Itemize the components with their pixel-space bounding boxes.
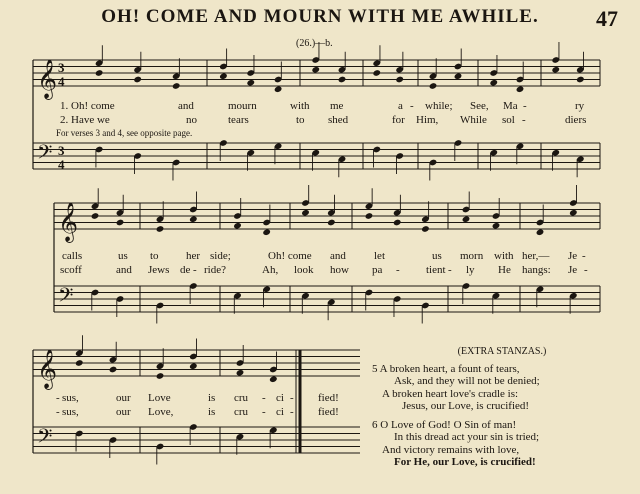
lyric: - — [523, 100, 527, 112]
stanza-line: Ask, and they will not be denied; — [394, 375, 540, 387]
lyric: ly — [466, 264, 475, 276]
lyric: calls — [62, 250, 83, 262]
lyric: cru — [234, 392, 249, 404]
note-head — [454, 72, 463, 80]
stanza-line: 6 O Love of God! O Sin of man! — [372, 418, 517, 431]
note-head — [462, 215, 471, 223]
lyric: mourn — [228, 100, 257, 112]
lyric: cru — [234, 406, 249, 418]
extra-stanzas-heading: (EXTRA STANZAS.) — [457, 346, 547, 357]
time-signature: 3 — [58, 143, 65, 158]
lyric: our — [116, 406, 131, 418]
lyric: us — [118, 250, 128, 262]
lyric: - — [193, 264, 197, 276]
note-head — [492, 222, 501, 230]
tune-reference: (26.)—b. — [296, 38, 333, 49]
note-head — [395, 76, 404, 84]
lyric: ride? — [204, 264, 226, 276]
stanza-line: In this dread act your sin is tried; — [394, 431, 540, 443]
lyric: shed — [328, 114, 349, 126]
lyric: Him, — [416, 114, 439, 126]
lyric: me — [330, 100, 344, 112]
lyric: look — [294, 264, 314, 276]
lyric: While — [460, 114, 487, 126]
page-number: 47 — [596, 6, 618, 31]
time-signature: 4 — [58, 157, 65, 172]
note-head — [189, 362, 198, 370]
lyric: - — [396, 264, 400, 276]
stanza-line: For He, our Love, is crucified! — [394, 456, 536, 468]
note-head — [274, 85, 283, 93]
lyric: and — [330, 250, 346, 262]
lyric: us — [432, 250, 442, 262]
note-head — [327, 219, 336, 227]
note-head — [311, 66, 320, 74]
note-head — [301, 209, 310, 217]
lyric: with — [494, 250, 514, 262]
lyric: See, — [470, 100, 489, 112]
treble-clef-icon: 𝄞 — [58, 202, 79, 242]
treble-clef-icon: 𝄞 — [37, 349, 58, 389]
lyric: - — [410, 100, 414, 112]
note-head — [219, 72, 228, 80]
lyric: morn — [460, 250, 484, 262]
lyric: and — [116, 264, 132, 276]
note-head — [233, 222, 242, 230]
stanza-line: Jesus, our Love, is crucified! — [402, 400, 530, 412]
stanza-line: A broken heart love's cradle is: — [382, 387, 519, 400]
lyric: to — [150, 250, 159, 262]
lyric: Je — [568, 250, 578, 262]
note-head — [393, 219, 402, 227]
lyric: to — [296, 114, 305, 126]
lyric: 2. Have we — [60, 114, 110, 126]
lyric: hangs: — [522, 264, 551, 276]
note-head — [516, 85, 525, 93]
lyric: tient — [426, 264, 446, 276]
lyric: tears — [228, 114, 249, 126]
lyric: ci — [276, 406, 284, 418]
time-signature: 3 — [58, 60, 65, 75]
note-head — [365, 212, 374, 220]
lyric: a — [398, 100, 403, 112]
note-head — [109, 366, 118, 374]
lyric: sus, — [62, 406, 79, 418]
note-head — [95, 69, 104, 77]
extra-stanzas — [372, 346, 622, 469]
bass-clef-icon: 𝄢 — [58, 283, 74, 312]
lyric: is — [208, 392, 216, 404]
note-head — [338, 76, 347, 84]
stanza-line: And victory remains with love, — [382, 443, 520, 456]
note-head — [269, 375, 278, 383]
lyric: sol — [502, 114, 515, 126]
note-head — [189, 215, 198, 223]
note-head — [172, 82, 181, 90]
lyric: while; — [425, 100, 453, 112]
note-head — [91, 212, 100, 220]
note-head — [536, 228, 545, 236]
lyric: Oh! come — [268, 250, 312, 262]
lyric: - — [56, 406, 60, 418]
time-signature: 4 — [58, 74, 65, 89]
lyric: - — [448, 264, 452, 276]
stanza-line: 5 A broken heart, a fount of tears, — [372, 362, 520, 375]
note-head — [551, 66, 560, 74]
lyric: Love, — [148, 406, 174, 418]
lyric: Je — [568, 264, 578, 276]
lyric: fied! — [318, 392, 339, 404]
note-head — [429, 82, 438, 90]
lyric: and — [178, 100, 194, 112]
note-head — [156, 372, 165, 380]
lyric: how — [330, 264, 349, 276]
lyric: - — [56, 392, 60, 404]
lyric: He — [498, 264, 511, 276]
lyric: side; — [210, 250, 231, 262]
lyric: let — [374, 250, 385, 262]
bass-clef-icon: 𝄢 — [37, 424, 53, 453]
lyric: Ah, — [262, 264, 279, 276]
note-head — [262, 228, 271, 236]
note-head — [421, 225, 430, 233]
lyric: Jews — [148, 264, 170, 276]
lyric: Love — [148, 392, 171, 404]
lyric: - — [584, 264, 588, 276]
note-head — [116, 219, 125, 227]
lyric: with — [290, 100, 310, 112]
note-head — [569, 209, 578, 217]
lyric: our — [116, 392, 131, 404]
lyric: - — [582, 250, 586, 262]
lyric: for — [392, 114, 405, 126]
lyric: no — [186, 114, 197, 126]
lyric: 1. Oh! come — [60, 100, 115, 112]
lyric: her — [186, 250, 201, 262]
note-head — [372, 69, 381, 77]
lyric: - — [290, 392, 294, 404]
lyric: her,— — [522, 250, 550, 262]
lyric: - — [522, 114, 526, 126]
lyric: ry — [575, 100, 585, 112]
lyric: fied! — [318, 406, 339, 418]
treble-clef-icon: 𝄞 — [37, 59, 58, 99]
lyric: diers — [565, 114, 587, 126]
lyric: Ma — [503, 100, 518, 112]
lyric: de — [180, 264, 191, 276]
note-head — [576, 76, 585, 84]
note-head — [489, 79, 498, 87]
lyric: scoff — [60, 264, 82, 276]
lyric: - — [262, 406, 266, 418]
lyric: sus, — [62, 392, 79, 404]
note-head — [156, 225, 165, 233]
hymn-title: OH! COME AND MOURN WITH ME AWHILE. — [101, 6, 539, 27]
lyric: ci — [276, 392, 284, 404]
note-head — [246, 79, 255, 87]
note-head — [75, 359, 84, 367]
verse-note: For verses 3 and 4, see opposite page. — [56, 128, 193, 138]
lyric: pa — [372, 264, 383, 276]
lyric: is — [208, 406, 216, 418]
lyric: - — [262, 392, 266, 404]
note-head — [236, 369, 245, 377]
note-head — [133, 76, 142, 84]
lyric: - — [290, 406, 294, 418]
bass-clef-icon: 𝄢 — [37, 140, 53, 169]
